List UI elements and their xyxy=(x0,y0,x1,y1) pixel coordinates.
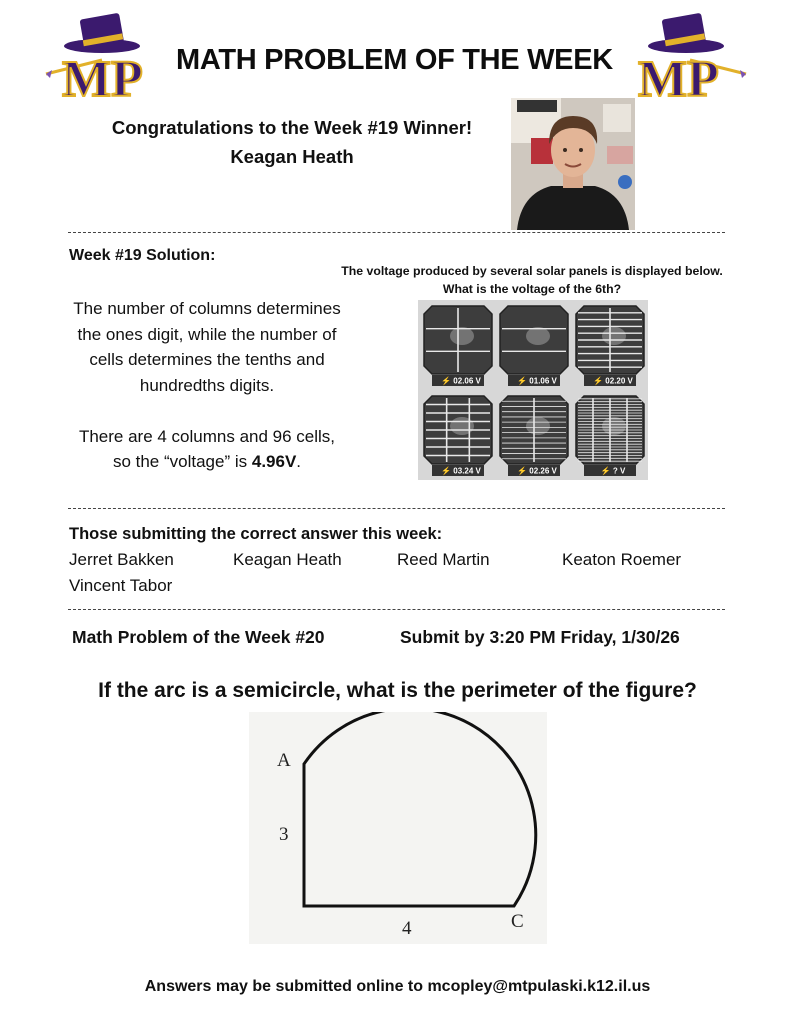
page-title: MATH PROBLEM OF THE WEEK xyxy=(176,44,613,76)
solution-heading: Week #19 Solution: xyxy=(69,247,216,264)
divider xyxy=(68,508,725,509)
solar-panel-label: ⚡ 01.06 V xyxy=(517,376,557,386)
solar-panels-image xyxy=(418,300,648,480)
geometry-figure xyxy=(249,712,547,944)
voltage-question-line1: The voltage produced by several solar panels is displayed below. xyxy=(341,264,723,278)
figure-label-side-bottom: 4 xyxy=(402,918,412,939)
submit-deadline: Submit by 3:20 PM Friday, 1/30/26 xyxy=(400,627,680,647)
solar-panel-label: ⚡ 03.24 V xyxy=(441,466,481,476)
solution-text xyxy=(68,296,346,500)
correct-answers-heading: Those submitting the correct answer this week: xyxy=(69,525,443,543)
logo-text: MP xyxy=(62,51,143,102)
next-problem-title: Math Problem of the Week #20 xyxy=(72,627,325,647)
submitter-name: Keagan Heath xyxy=(233,550,342,569)
submitter-name: Keaton Roemer xyxy=(562,550,682,569)
solar-panel-label: ⚡ ? V xyxy=(600,466,626,476)
winner-announcement xyxy=(70,113,514,171)
submission-info: Answers may be submitted online to mcopley@mtpulaski.k12.il.us xyxy=(144,978,651,995)
winner-photo xyxy=(511,98,635,230)
figure-label-side-left: 3 xyxy=(279,824,289,845)
solar-panel xyxy=(576,396,644,476)
submitter-name: Vincent Tabor xyxy=(69,576,173,595)
submitter-name: Jerret Bakken xyxy=(69,550,174,569)
figure-shape xyxy=(304,712,536,906)
solar-panels-grid xyxy=(418,300,648,480)
solar-panel xyxy=(576,306,644,386)
submitter-name: Reed Martin xyxy=(397,550,490,569)
solution-answer: 4.96V xyxy=(251,452,297,471)
solar-panel xyxy=(500,396,568,476)
figure-label-c: C xyxy=(511,911,524,932)
solar-panel-label: ⚡ 02.06 V xyxy=(441,376,481,386)
divider xyxy=(68,609,725,610)
solar-panel xyxy=(424,306,492,386)
voltage-question-line2: What is the voltage of the 6th? xyxy=(442,282,622,296)
solution-paragraph-1: The number of columns determines the ones digit, while the number of cells determines the tenths and hundredths digits. xyxy=(73,299,341,395)
solution-paragraph-2-end: . xyxy=(296,452,302,471)
solar-panel xyxy=(500,306,568,386)
solar-panel xyxy=(424,396,492,476)
logo-right xyxy=(628,12,748,102)
divider xyxy=(68,232,725,233)
voltage-question xyxy=(336,262,728,298)
problem-question: If the arc is a semicircle, what is the perimeter of the figure? xyxy=(98,679,697,702)
figure-label-a: A xyxy=(277,750,291,771)
solar-panel-label: ⚡ 02.20 V xyxy=(593,376,633,386)
logo-left xyxy=(44,12,164,102)
solution-paragraph-2 xyxy=(68,424,346,475)
logo-text: MP xyxy=(638,51,719,102)
winner-name: Keagan Heath xyxy=(230,146,354,167)
winner-congrats: Congratulations to the Week #19 Winner! xyxy=(111,117,473,138)
solar-panel-label: ⚡ 02.26 V xyxy=(517,466,557,476)
solution-paragraph-2-text: There are 4 columns and 96 cells, so the “voltage” is xyxy=(78,426,336,471)
